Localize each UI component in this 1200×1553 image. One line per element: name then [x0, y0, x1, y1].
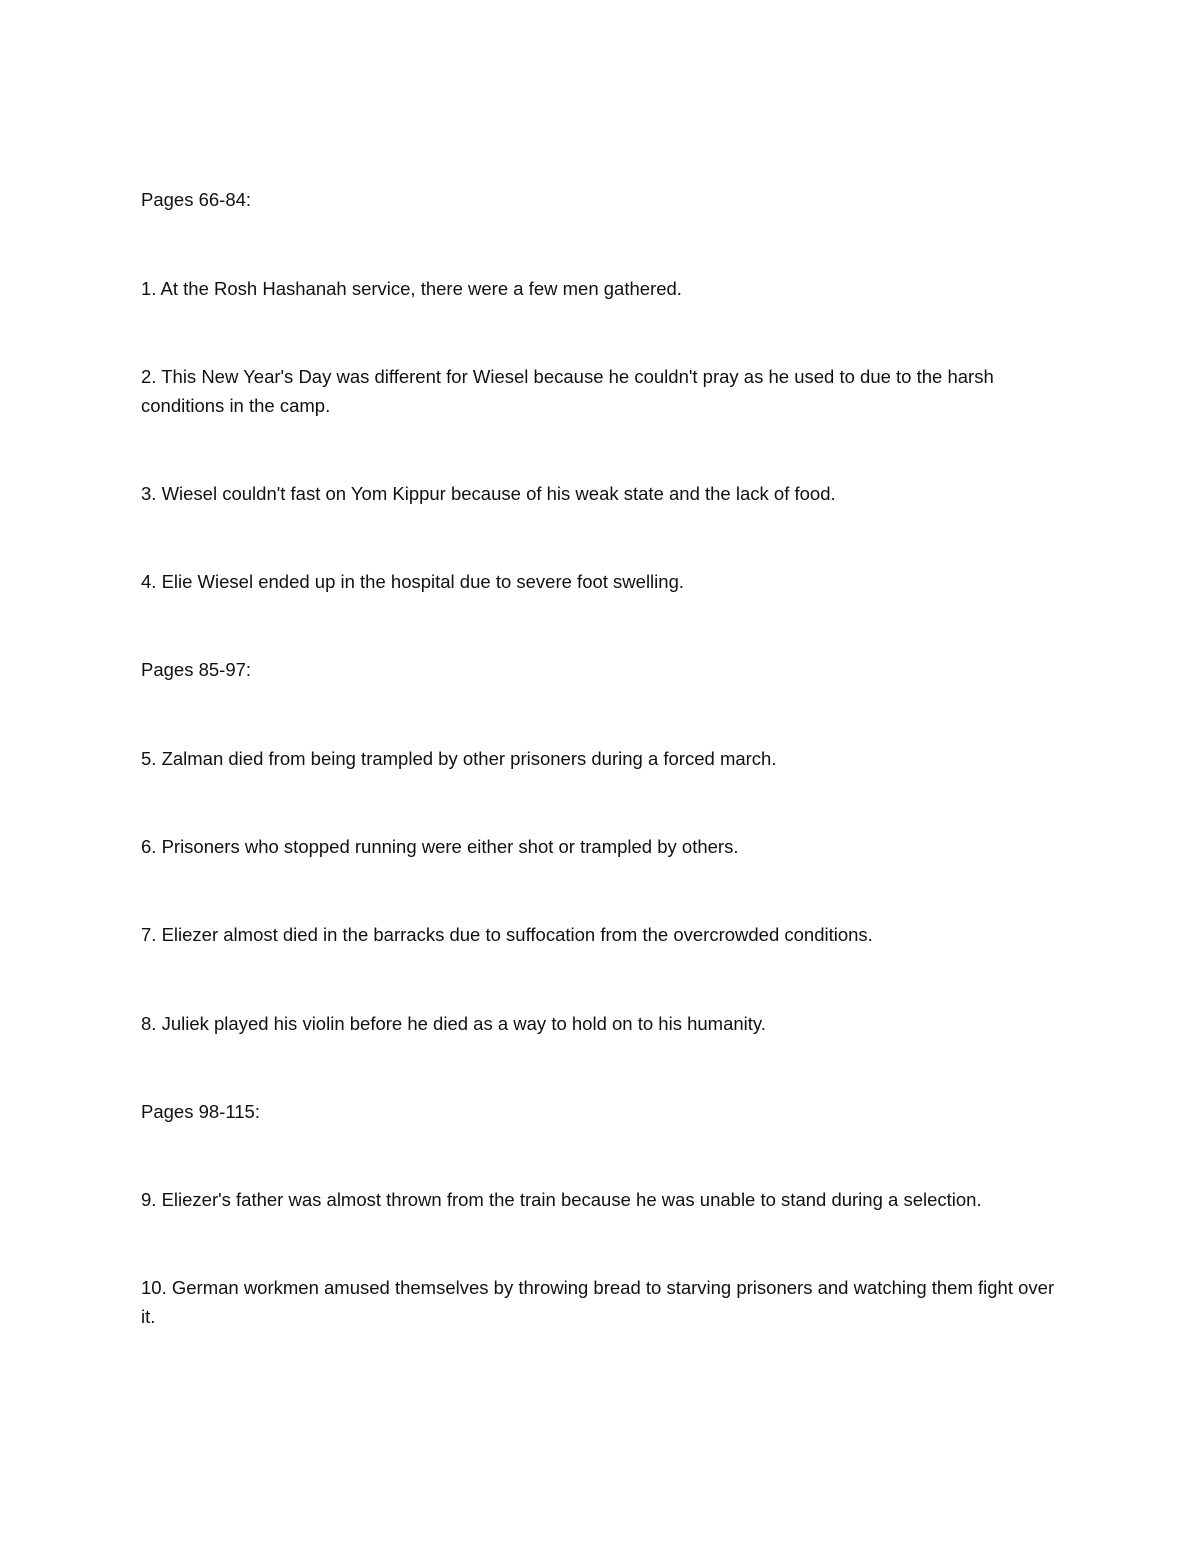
answer-2: 2. This New Year's Day was different for Wiesel because he couldn't pray as he used to due to the harsh conditions in the camp. [141, 366, 994, 416]
answer-7: 7. Eliezer almost died in the barracks due to suffocation from the overcrowded conditions. [141, 924, 873, 945]
section-heading-pages-98-115: Pages 98-115: [141, 1101, 260, 1122]
answer-9: 9. Eliezer's father was almost thrown from the train because he was unable to stand during a selection. [141, 1189, 982, 1210]
section-heading-pages-66-84: Pages 66-84: [141, 189, 252, 210]
answer-1: 1. At the Rosh Hashanah service, there were a few men gathered. [141, 278, 682, 299]
answer-5: 5. Zalman died from being trampled by other prisoners during a forced march. [141, 748, 777, 769]
answer-4: 4. Elie Wiesel ended up in the hospital due to severe foot swelling. [141, 571, 684, 592]
answer-3: 3. Wiesel couldn't fast on Yom Kippur because of his weak state and the lack of food. [141, 483, 836, 504]
answer-8: 8. Juliek played his violin before he died as a way to hold on to his humanity. [141, 1013, 766, 1034]
answer-6: 6. Prisoners who stopped running were either shot or trampled by others. [141, 836, 739, 857]
section-heading-pages-85-97: Pages 85-97: [141, 659, 252, 680]
answer-10: 10. German workmen amused themselves by throwing bread to starving prisoners and watching them fight over it. [141, 1277, 1055, 1327]
